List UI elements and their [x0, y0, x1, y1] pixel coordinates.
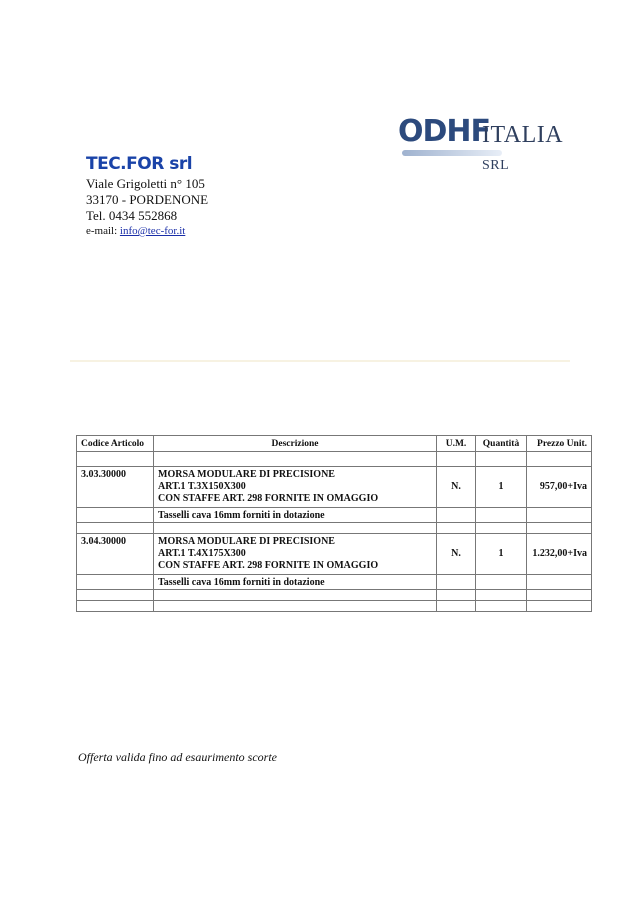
header-um: U.M.: [437, 436, 476, 452]
header-price: Prezzo Unit.: [527, 436, 592, 452]
item-code: 3.03.30000: [77, 467, 154, 508]
offer-table: [76, 435, 592, 612]
item-description: MORSA MODULARE DI PRECISIONE ART.1 T.4X175X300 CON STAFFE ART. 298 FORNITE IN OMAGGIO: [154, 534, 437, 575]
blank-row: [77, 452, 592, 467]
table-row: [77, 508, 592, 523]
header-code: Codice Articolo: [77, 436, 154, 452]
company-address: Viale Grigoletti n° 105: [86, 176, 205, 191]
item-note: Tasselli cava 16mm forniti in dotazione: [154, 575, 437, 590]
faint-divider: [70, 360, 570, 362]
company-city: 33170 - PORDENONE: [86, 192, 209, 207]
item-um: N.: [437, 534, 476, 575]
company-block: [86, 154, 208, 238]
company-name: TEC.FOR srl: [86, 154, 193, 174]
offer-validity-note: Offerta valida fino ad esaurimento scorte: [78, 750, 277, 764]
item-qty: 1: [476, 467, 527, 508]
item-description: MORSA MODULARE DI PRECISIONE ART.1 T.3X150X300 CON STAFFE ART. 298 FORNITE IN OMAGGIO: [154, 467, 437, 508]
table-header-row: [77, 436, 592, 452]
logo-swoosh: [402, 150, 502, 156]
blank-row: [77, 523, 592, 534]
odhf-italia-logo: [398, 110, 583, 173]
blank-row: [77, 601, 592, 612]
item-price: 957,00+Iva: [527, 467, 592, 508]
company-phone: Tel. 0434 552868: [86, 208, 178, 223]
company-email-line: [86, 224, 208, 238]
item-note: Tasselli cava 16mm forniti in dotazione: [154, 508, 437, 523]
email-link[interactable]: info@tec-for.it: [119, 225, 186, 237]
item-price: 1.232,00+Iva: [527, 534, 592, 575]
logo-italia-text: ITALIA SRL: [482, 122, 562, 173]
table-row: [77, 467, 592, 508]
email-label: e-mail:: [86, 225, 118, 237]
table-row: [77, 575, 592, 590]
header-description: Descrizione: [154, 436, 437, 452]
header-qty: Quantità: [476, 436, 527, 452]
item-code: 3.04.30000: [77, 534, 154, 575]
item-qty: 1: [476, 534, 527, 575]
logo-odhf-text: ODHF: [398, 114, 491, 149]
table-row: [77, 534, 592, 575]
item-um: N.: [437, 467, 476, 508]
blank-row: [77, 590, 592, 601]
